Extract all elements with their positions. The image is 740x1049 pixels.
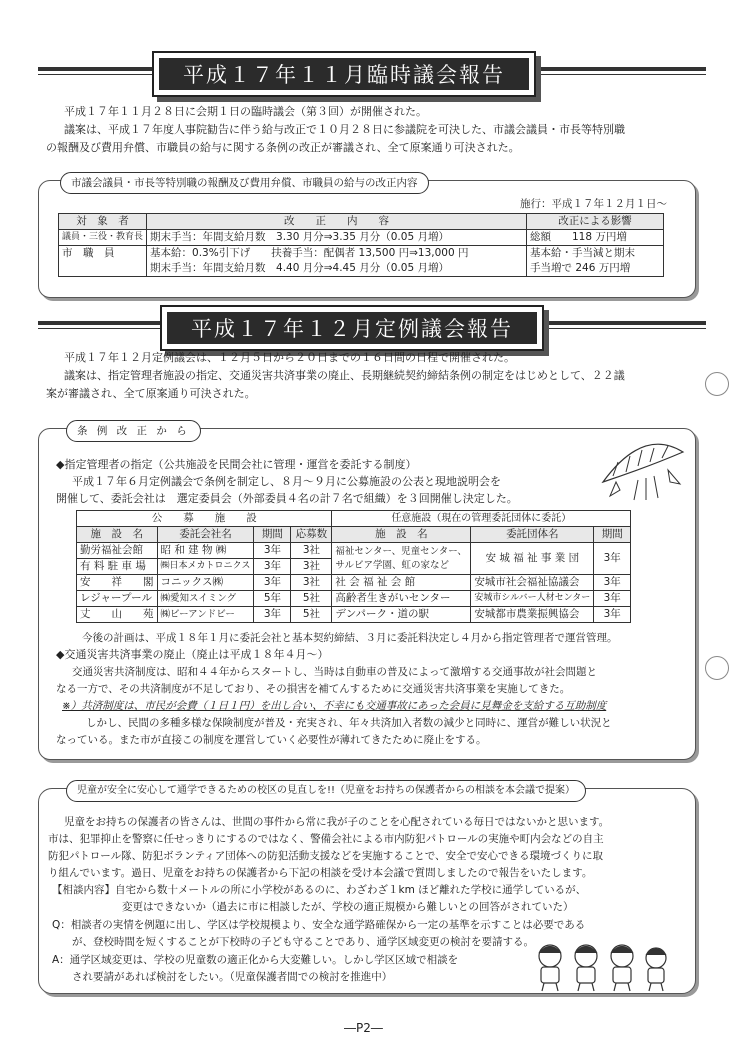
facility2-name: 高齢者生きがいセンター xyxy=(332,591,471,607)
item2-note: ※）共済制度は、市民が会費（１日１円）を出し合い、不幸にも交通事故にあった会員に見舞金を支給する互助制度 xyxy=(62,700,607,712)
facility2-org: 安城都市農業振興協会 xyxy=(471,607,594,623)
facility-company: 昭 和 建 物 ㈱ xyxy=(157,543,254,559)
facility-table xyxy=(76,510,631,623)
consult-1: 【相談内容】自宅から数十メートルの所に小学校があるのに、わざわざ１km ほど離れた学校に通学しているが、 xyxy=(52,884,587,896)
effective-date: 施行：平成１７年１２月１日〜 xyxy=(520,198,667,210)
item2-para4: なっている。また市が直接この制度を運営していく必要性が薄れてきたために廃止をする。 xyxy=(56,734,487,746)
table-row xyxy=(77,591,631,607)
facility2-org: 安 城 福 祉 事 業 団 xyxy=(471,543,594,575)
facility-apps: 5社 xyxy=(291,591,332,607)
facility-period: 3年 xyxy=(254,543,291,559)
section1-para2a: 議案は、平成１７年度人事院勧告に伴う給与改正で１０月２８日に参議院を可決した、市議会議員・市長等特別職 xyxy=(64,123,625,136)
th-org: 委託団体名 xyxy=(471,527,594,543)
facility-company: ㈱ビーアンドビー xyxy=(157,607,254,623)
th-target: 対 象 者 xyxy=(59,214,147,230)
section1-title-box xyxy=(152,51,536,97)
section1-para1: 平成１７年１１月２８日に会期１日の臨時議会（第３回）が開催された。 xyxy=(64,105,427,118)
th-facility2: 施 設 名 xyxy=(332,527,471,543)
th-period2: 期間 xyxy=(594,527,631,543)
facility-company: コニックス㈱ xyxy=(157,575,254,591)
facility-company: ㈱愛知スイミング xyxy=(157,591,254,607)
section3-box-label: 児童が安全に安心して通学できるための校区の見直しを!!（児童をお持ちの保護者からの相談を本会議で提案） xyxy=(66,780,586,802)
consult-2: 変更はできないか（過去に市に相談したが、学校の適正規模から難しいとの回答がされていた） xyxy=(122,901,574,913)
facility-period: 3年 xyxy=(254,575,291,591)
th-content: 改 正 内 容 xyxy=(147,214,527,230)
answer-2: され要請があれば検討をしたい。（児童保護者間での検討を推進中） xyxy=(72,971,393,983)
page-number: ―P2― xyxy=(344,1021,383,1035)
item1-after: 今後の計画は、平成１８年１月に委託会社と基本契約締結、３月に委託料決定し４月から指定管理者で運営管理。 xyxy=(82,632,618,644)
table-row xyxy=(59,230,664,246)
facility-apps: 5社 xyxy=(291,607,332,623)
section3-p3: 防犯パトロール隊、防犯ボランティア団体への防犯活動支援などを実施することで、安全で安心できる環境づくりに取 xyxy=(48,850,604,862)
row1-content: 期末手当：年間支給月数 3.30 月分⇒3.35 月分（0.05 月増） xyxy=(147,230,527,246)
question-2: が、登校時間を短くすることが下校時の子ども守ることであり、通学区域変更の検討を要請する。 xyxy=(72,936,534,948)
section2-para2b: 案が審議され、全て原案通り可決された。 xyxy=(46,387,256,400)
row2-target: 市 職 員 xyxy=(59,246,147,277)
facility2-name: デンパーク・道の駅 xyxy=(332,607,471,623)
th-apps: 応募数 xyxy=(291,527,332,543)
item1-para1: 平成１７年６月定例議会で条例を制定し、８月〜９月に公募施設の公表と現地説明会を xyxy=(72,475,501,488)
section1-title: 平成１７年１１月臨時議会報告 xyxy=(159,58,529,90)
facility2-period: 3年 xyxy=(594,543,631,575)
facility-apps: 3社 xyxy=(291,543,332,559)
facility-period: 3年 xyxy=(254,559,291,575)
section2-para2a: 議案は、指定管理者施設の指定、交通災害共済事業の廃止、長期継続契約締結条例の制定をはじめとして、２２議 xyxy=(64,369,625,382)
shimenawa-ornament-icon xyxy=(598,432,688,502)
table-row xyxy=(77,575,631,591)
section2-title-box xyxy=(160,305,544,351)
section2-title: 平成１７年１２月定例議会報告 xyxy=(167,312,537,344)
item1-heading: ◆指定管理者の指定（公共施設を民間会社に管理・運営を委託する制度） xyxy=(56,458,417,471)
facility2-period: 3年 xyxy=(594,591,631,607)
row1-effect: 総額 118 万円増 xyxy=(527,230,664,246)
facility-apps: 3社 xyxy=(291,575,332,591)
children-walking-illustration-icon xyxy=(528,940,678,992)
question-1: Q：相談者の実情を例題に出し、学区は学校規模より、安全な通学路確保から一定の基準を示すことは必要である xyxy=(52,919,586,931)
row2-content-2: 期末手当：年間支給月数 4.40 月分⇒4.45 月分（0.05 月増） xyxy=(150,262,449,274)
table-row xyxy=(77,543,631,559)
row2-effect-2: 手当増で 246 万円増 xyxy=(530,262,631,274)
facility-name: 安 祥 閣 xyxy=(77,575,158,591)
answer-1: A：通学区域変更は、学校の児童数の適正化から大変難しい。しかし学区区域で相談を xyxy=(52,954,459,966)
section3-p1: 児童をお持ちの保護者の皆さんは、世間の事件から常に我が子のことを心配されている毎日ではないかと思います。 xyxy=(64,816,610,828)
th-facility: 施 設 名 xyxy=(77,527,158,543)
section2-para1: 平成１７年１２月定例議会は、１２月５日から２０日までの１６日間の日程で開催された。 xyxy=(64,351,515,364)
th-effect: 改正による影響 xyxy=(527,214,664,230)
item2-para1: 交通災害共済制度は、昭和４４年からスタートし、当時は自動車の普及によって激増する交通事故が社会問題と xyxy=(72,666,597,678)
facility-name: 有 料 駐 車 場 xyxy=(77,559,158,575)
table-row xyxy=(77,607,631,623)
item2-para2: なる一方で、その共済制度が不足しており、その損害を補てんするために交通災害共済事業を実施してきた。 xyxy=(56,683,571,695)
facility2-period: 3年 xyxy=(594,607,631,623)
section1-para2b: の報酬及び費用弁償、市職員の給与に関する条例の改正が審議され、全て原案通り可決された。 xyxy=(46,141,520,154)
section3-p2: 市は、犯罪抑止を警察に任せっきりにするのではなく、警備会社による市内防犯パトロールの実施や町内会などの自主 xyxy=(48,833,604,845)
facility-period: 3年 xyxy=(254,607,291,623)
section1-box-label: 市議会議員・市長等特別職の報酬及び費用弁償、市職員の給与の改正内容 xyxy=(60,172,429,194)
section3-p4: り組んでいます。過日、児童をお持ちの保護者から下記の相談を受け本会議で質問しましたので報告をいたします。 xyxy=(48,867,593,879)
row2-content-1: 基本給：0.3%引下げ 扶養手当：配偶者 13,500 円⇒13,000 円 xyxy=(150,247,469,259)
facility-period: 5年 xyxy=(254,591,291,607)
row1-target: 議員・三役・教育長 xyxy=(59,230,147,246)
salary-table xyxy=(58,213,664,277)
facility2-name: 社 会 福 祉 会 館 xyxy=(332,575,471,591)
group2-header: 任意施設（現在の管理委託団体に委託） xyxy=(332,511,631,527)
facility2-period: 3年 xyxy=(594,575,631,591)
punch-hole-icon xyxy=(705,656,729,680)
facility2-org: 安城市シルバー人材センター xyxy=(471,591,594,607)
group1-header: 公 募 施 設 xyxy=(77,511,332,527)
th-period: 期間 xyxy=(254,527,291,543)
item2-heading: ◆交通災害共済事業の廃止（廃止は平成１８年４月〜） xyxy=(56,648,329,661)
section2-box-label: 条 例 改 正 か ら xyxy=(66,420,201,442)
facility2-org: 安城市社会福祉協議会 xyxy=(471,575,594,591)
facility-name: レジャープール xyxy=(77,591,158,607)
th-company: 委託会社名 xyxy=(157,527,254,543)
item2-para3: しかし、民間の多種多様な保険制度が普及・充実され、年々共済加入者数の減少と同時に、運営が難しい状況と xyxy=(86,717,612,729)
facility-company: ㈱日本メカトロニクス xyxy=(157,559,254,575)
facility2-name: 福祉センター、児童センター、サルビア学園、虹の家など xyxy=(332,543,471,575)
row2-effect-1: 基本給・手当減と期末 xyxy=(530,247,635,259)
facility-apps: 3社 xyxy=(291,559,332,575)
facility-name: 勤労福祉会館 xyxy=(77,543,158,559)
table-row xyxy=(59,246,664,277)
facility-name: 丈 山 苑 xyxy=(77,607,158,623)
punch-hole-icon xyxy=(705,372,729,396)
item1-para2: 開催して、委託会社は 選定委員会（外部委員４名の計７名で組織）を３回開催し決定した。 xyxy=(56,492,518,505)
